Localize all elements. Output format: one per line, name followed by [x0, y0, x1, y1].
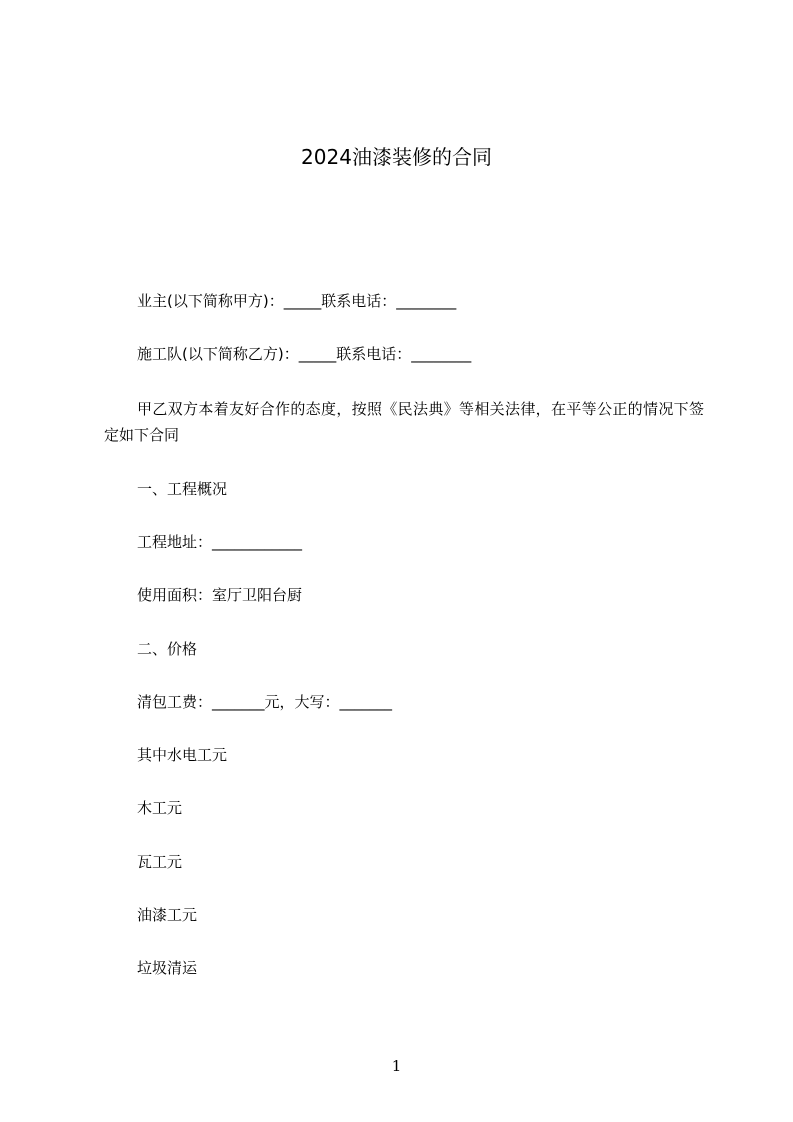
tiling-line: 瓦工元: [137, 853, 183, 871]
carpentry-line: 木工元: [137, 799, 183, 817]
plumbing-electric-line: 其中水电工元: [137, 746, 228, 764]
intro-paragraph: 甲乙双方本着友好合作的态度，按照《民法典》等相关法律，在平等公正的情况下签定如下合同: [104, 400, 704, 444]
labor-fee-line: 清包工费：_______元，大写：_______: [137, 693, 393, 711]
project-address-line: 工程地址：____________: [137, 533, 303, 551]
page-number: 1: [391, 1057, 402, 1075]
section-heading-price: 二、价格: [137, 640, 198, 658]
usable-area-line: 使用面积：室厅卫阳台厨: [137, 586, 303, 604]
owner-line: 业主(以下简称甲方)：_____联系电话：________: [137, 292, 457, 310]
section-heading-project-overview: 一、工程概况: [137, 480, 228, 498]
garbage-removal-line: 垃圾清运: [137, 959, 198, 977]
contractor-line: 施工队(以下简称乙方)：_____联系电话：________: [137, 345, 472, 363]
painting-line: 油漆工元: [137, 906, 198, 924]
document-title: 2024油漆装修的合同: [301, 145, 492, 169]
